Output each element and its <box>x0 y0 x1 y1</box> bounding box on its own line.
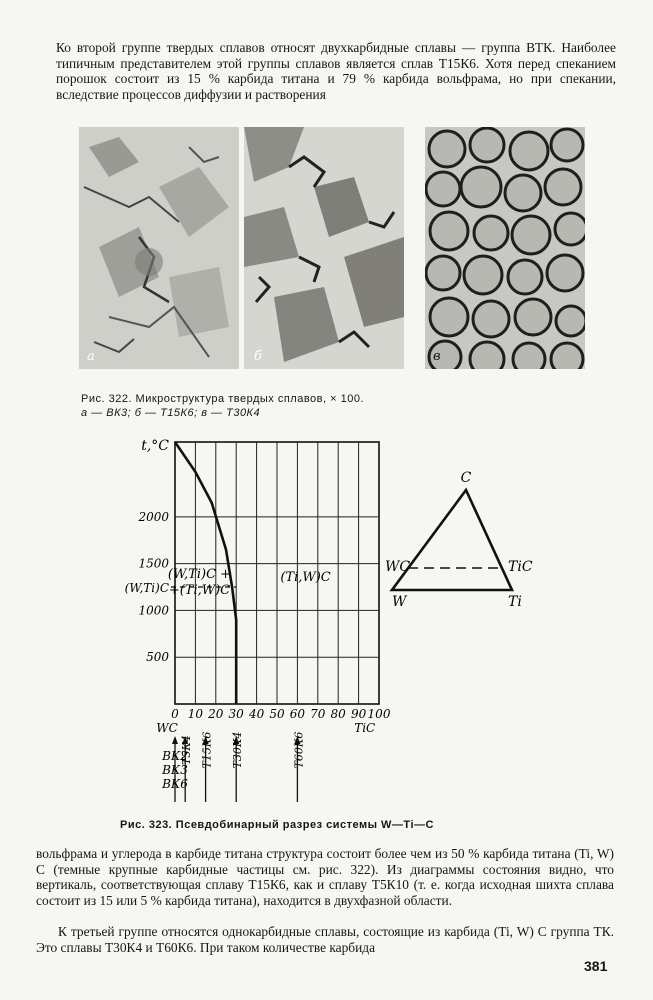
paragraph-bottom-2-text: К третьей группе относятся однокарбидные сплавы, состоящие из карбида (Ti, W) С группа ТК. Это сплавы Т30К4 и Т60К6. При таком количестве карбида <box>36 924 614 955</box>
phase-diagram-chart <box>110 432 390 810</box>
micrograph-b-label: б <box>254 349 262 364</box>
x-tick-label: 60 <box>289 707 306 721</box>
micrograph-c <box>425 127 585 369</box>
alloy-label: ВК6 <box>162 777 188 791</box>
y-tick-label: 2000 <box>138 509 169 524</box>
x-start-label: WC <box>156 721 178 735</box>
x-tick-label: 90 <box>350 707 367 721</box>
x-tick-label: 40 <box>248 707 265 721</box>
region-label: (W,Ti)C + <box>167 567 232 583</box>
y-tick-label: 1500 <box>138 556 169 571</box>
page-number: 381 <box>584 958 608 974</box>
paragraph-bottom-2 <box>36 924 614 955</box>
ternary-triangle <box>380 470 550 620</box>
isotherm-label: (W,Ti)C <box>124 581 169 596</box>
x-tick-label: 30 <box>228 707 244 721</box>
region-label: (Ti,W)C <box>280 570 331 586</box>
micrograph-b <box>244 127 404 369</box>
marker-arrow-head <box>172 736 178 744</box>
alloy-label: Т5К4 <box>180 735 194 765</box>
label-tic: TiC <box>508 559 533 575</box>
micrograph-a-label: а <box>87 349 95 364</box>
alloy-label: Т30К4 <box>231 731 245 769</box>
x-tick-label: 100 <box>367 707 390 721</box>
alloy-label: Т15К6 <box>200 731 214 769</box>
figure-322-caption-line2: а — ВК3; б — Т15К6; в — Т30К4 <box>81 407 261 419</box>
figure-322-caption-line1: Рис. 322. Микроструктура твердых сплавов, × 100. <box>81 393 365 405</box>
region-labels <box>168 567 331 598</box>
alloy-label: ВК2 <box>162 749 188 763</box>
figure-323-caption: Рис. 323. Псевдобинарный разрез системы W—Ti—C <box>120 819 434 831</box>
x-axis-labels <box>156 707 390 735</box>
y-tick-label: 500 <box>146 650 169 665</box>
label-wc: WC <box>385 559 411 575</box>
triangle-outline <box>392 490 512 590</box>
alloy-label: Т60К6 <box>292 731 306 769</box>
x-tick-label: 50 <box>269 707 285 721</box>
label-w: W <box>392 594 407 610</box>
micrograph-c-label: в <box>433 349 441 364</box>
alloy-label: ВК3 <box>162 763 188 777</box>
x-tick-label: 70 <box>310 707 326 721</box>
label-c: C <box>460 470 472 486</box>
x-tick-label: 80 <box>330 707 346 721</box>
y-axis-title: t,°C <box>141 438 169 454</box>
x-tick-label: 20 <box>208 707 224 721</box>
paragraph-top: Ко второй группе твердых сплавов относят двухкарбидные сплавы — группа ВТК. Наиболее типичным представителем этой группы сплавов является сплав Т15К6. Хотя перед спеканием порошок состоит из 15 % карбида титана и 79 % карбида вольфрама, но при спекании, вследствие процессов диффузии и растворения <box>56 40 616 102</box>
y-tick-label: 1000 <box>138 603 169 618</box>
x-tick-label: 10 <box>187 707 204 721</box>
x-end-label: TiC <box>354 721 376 735</box>
label-ti: Ti <box>508 594 522 610</box>
figure-322-caption <box>81 392 441 420</box>
alloy-markers <box>161 732 305 802</box>
region-label: +(Ti,W)C <box>168 583 231 599</box>
micrograph-a <box>79 127 239 369</box>
paragraph-bottom: вольфрама и углерода в карбиде титана структура состоит более чем из 50 % карбида титана (Ti, W) С (темные крупные карбидные частицы см. рис. 322). Из диаграммы состояния видно, что вертикаль, соответствующая сплаву Т15К6, как и сплаву Т5К10 (т. е. когда исходная шихта сплава состоит из 15 или 5 % карбида титана), находится в двухфазной области. <box>36 846 614 908</box>
x-tick-label: 0 <box>171 707 179 721</box>
